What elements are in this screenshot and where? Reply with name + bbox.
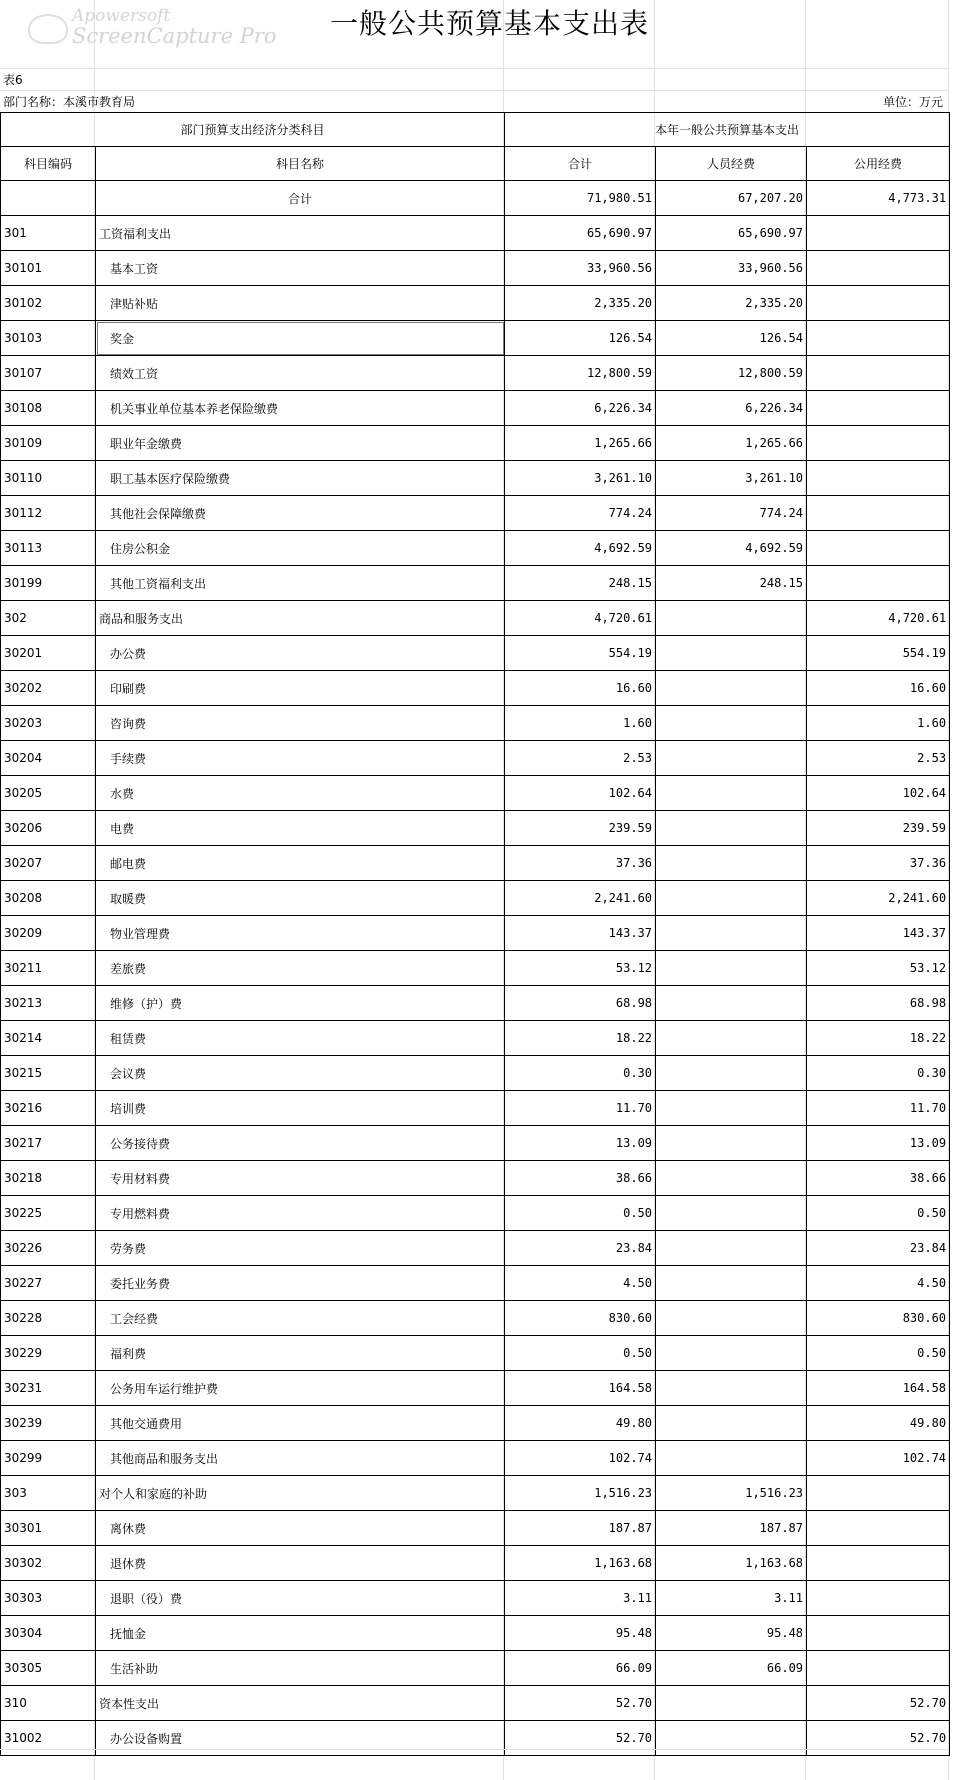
cell-total[interactable]: 3,261.10 (505, 461, 656, 496)
cell-code[interactable]: 30201 (1, 636, 96, 671)
cell-personnel[interactable] (656, 671, 807, 706)
cell-code[interactable]: 30102 (1, 286, 96, 321)
cell-total[interactable]: 33,960.56 (505, 251, 656, 286)
cell-code[interactable]: 30226 (1, 1231, 96, 1266)
cell-total[interactable]: 0.30 (505, 1056, 656, 1091)
cell-total[interactable]: 774.24 (505, 496, 656, 531)
cell-personnel[interactable] (656, 846, 807, 881)
cell-name[interactable]: 委托业务费 (96, 1266, 505, 1301)
cell-name[interactable]: 手续费 (96, 741, 505, 776)
cell-code[interactable]: 30213 (1, 986, 96, 1021)
column-header-name[interactable]: 科目名称 (96, 147, 505, 181)
cell-public[interactable]: 0.30 (807, 1056, 950, 1091)
table-row (1, 531, 950, 566)
cell-total[interactable]: 2,241.60 (505, 881, 656, 916)
table-row (1, 426, 950, 461)
cell-code[interactable]: 30203 (1, 706, 96, 741)
unit-label: 单位：万元 (882, 95, 943, 109)
cell-name[interactable]: 维修（护）费 (96, 986, 505, 1021)
cell-code[interactable]: 30229 (1, 1336, 96, 1371)
cell-code[interactable]: 30228 (1, 1301, 96, 1336)
cell-code[interactable]: 30113 (1, 531, 96, 566)
cell-public[interactable] (807, 1581, 950, 1616)
cell-total[interactable]: 248.15 (505, 566, 656, 601)
cell-personnel[interactable]: 6,226.34 (656, 391, 807, 426)
document-title: 一般公共预算基本支出表 (329, 7, 649, 40)
cell-name[interactable]: 住房公积金 (96, 531, 505, 566)
cell-personnel[interactable]: 33,960.56 (656, 251, 807, 286)
cell-total[interactable]: 0.50 (505, 1336, 656, 1371)
cell-code[interactable]: 30204 (1, 741, 96, 776)
cell-code[interactable]: 30301 (1, 1511, 96, 1546)
cell-total[interactable]: 52.70 (505, 1686, 656, 1721)
cell-code[interactable]: 30231 (1, 1371, 96, 1406)
cell-name[interactable]: 合计 (96, 181, 505, 216)
cell-code[interactable]: 30202 (1, 671, 96, 706)
department-name: 部门名称：本溪市教育局 (3, 95, 136, 109)
group-header-classification[interactable]: 部门预算支出经济分类科目 (1, 113, 505, 147)
cell-name[interactable]: 其他工资福利支出 (96, 566, 505, 601)
cell-public[interactable] (807, 1546, 950, 1581)
cell-personnel[interactable] (656, 1336, 807, 1371)
cell-code[interactable]: 30303 (1, 1581, 96, 1616)
cell-name[interactable]: 公务接待费 (96, 1126, 505, 1161)
cell-public[interactable] (807, 251, 950, 286)
table-row (1, 216, 950, 251)
cell-public[interactable] (807, 286, 950, 321)
table-row (1, 1126, 950, 1161)
cell-public[interactable]: 13.09 (807, 1126, 950, 1161)
cell-name[interactable]: 离休费 (96, 1511, 505, 1546)
cell-public[interactable]: 52.70 (807, 1686, 950, 1721)
table-row (1, 1406, 950, 1441)
cell-code[interactable]: 30109 (1, 426, 96, 461)
cell-name[interactable]: 福利费 (96, 1336, 505, 1371)
cell-total[interactable]: 0.50 (505, 1196, 656, 1231)
cell-code[interactable]: 30211 (1, 951, 96, 986)
watermark-line-2: ScreenCapture Pro (72, 24, 277, 48)
cell-total[interactable]: 18.22 (505, 1021, 656, 1056)
table-row (1, 1581, 950, 1616)
cell-name[interactable]: 专用燃料费 (96, 1196, 505, 1231)
cell-code[interactable]: 30299 (1, 1441, 96, 1476)
cell-total[interactable]: 16.60 (505, 671, 656, 706)
cell-code[interactable]: 30227 (1, 1266, 96, 1301)
cell-public[interactable] (807, 1511, 950, 1546)
cell-name[interactable]: 取暖费 (96, 881, 505, 916)
cell-personnel[interactable]: 4,692.59 (656, 531, 807, 566)
table-number-label: 表6 (3, 73, 23, 87)
cell-total[interactable]: 830.60 (505, 1301, 656, 1336)
table-row (1, 286, 950, 321)
watermark-line-1: Apowersoft (72, 6, 171, 26)
cell-public[interactable] (807, 356, 950, 391)
cell-public[interactable] (807, 391, 950, 426)
column-header-personnel[interactable]: 人员经费 (656, 147, 807, 181)
empty-grid-row (0, 1749, 949, 1772)
cell-public[interactable] (807, 461, 950, 496)
cell-public[interactable] (807, 1651, 950, 1686)
cell-personnel[interactable]: 774.24 (656, 496, 807, 531)
cell-total[interactable]: 38.66 (505, 1161, 656, 1196)
cell-personnel[interactable] (656, 811, 807, 846)
cell-public[interactable]: 53.12 (807, 951, 950, 986)
cell-personnel[interactable]: 65,690.97 (656, 216, 807, 251)
cell-public[interactable]: 554.19 (807, 636, 950, 671)
cell-name[interactable]: 生活补助 (96, 1651, 505, 1686)
cell-code[interactable]: 303 (1, 1476, 96, 1511)
cell-name[interactable]: 其他社会保障缴费 (96, 496, 505, 531)
cell-name[interactable]: 水费 (96, 776, 505, 811)
cell-total[interactable]: 102.64 (505, 776, 656, 811)
cell-personnel[interactable] (656, 951, 807, 986)
table-row (1, 181, 950, 216)
table-row (1, 1056, 950, 1091)
cell-total[interactable]: 53.12 (505, 951, 656, 986)
cell-public[interactable]: 2.53 (807, 741, 950, 776)
table-row (1, 1336, 950, 1371)
cell-code[interactable]: 30209 (1, 916, 96, 951)
cell-total[interactable]: 52.70 (505, 1721, 656, 1756)
cell-personnel[interactable]: 66.09 (656, 1651, 807, 1686)
table-row (1, 1546, 950, 1581)
cell-total[interactable]: 4,720.61 (505, 601, 656, 636)
cell-name[interactable]: 印刷费 (96, 671, 505, 706)
cell-public[interactable]: 0.50 (807, 1196, 950, 1231)
cell-personnel[interactable]: 248.15 (656, 566, 807, 601)
cell-name[interactable]: 其他商品和服务支出 (96, 1441, 505, 1476)
cell-total[interactable]: 164.58 (505, 1371, 656, 1406)
cell-public[interactable]: 143.37 (807, 916, 950, 951)
cell-total[interactable]: 65,690.97 (505, 216, 656, 251)
cell-name[interactable]: 工资福利支出 (96, 216, 505, 251)
cell-personnel[interactable] (656, 1126, 807, 1161)
cell-total[interactable]: 126.54 (505, 321, 656, 356)
table-row (1, 1091, 950, 1126)
table-row (1, 461, 950, 496)
table-row (1, 391, 950, 426)
cell-name[interactable]: 会议费 (96, 1056, 505, 1091)
table-row (1, 1616, 950, 1651)
cell-code[interactable]: 30217 (1, 1126, 96, 1161)
cell-name[interactable]: 抚恤金 (96, 1616, 505, 1651)
table-row (1, 916, 950, 951)
cell-name[interactable]: 职工基本医疗保险缴费 (96, 461, 505, 496)
cell-name[interactable]: 退休费 (96, 1546, 505, 1581)
cell-total[interactable]: 102.74 (505, 1441, 656, 1476)
table-row (1, 1231, 950, 1266)
cell-name[interactable]: 培训费 (96, 1091, 505, 1126)
cell-name[interactable]: 退职（役）费 (96, 1581, 505, 1616)
cell-personnel[interactable]: 3,261.10 (656, 461, 807, 496)
cell-name[interactable]: 商品和服务支出 (96, 601, 505, 636)
cell-code[interactable]: 30207 (1, 846, 96, 881)
department-row (0, 90, 949, 113)
cell-name[interactable]: 职业年金缴费 (96, 426, 505, 461)
cell-code[interactable]: 30103 (1, 321, 96, 356)
table-body (1, 113, 950, 1756)
cell-personnel[interactable] (656, 741, 807, 776)
cell-personnel[interactable]: 1,516.23 (656, 1476, 807, 1511)
cell-personnel[interactable] (656, 1091, 807, 1126)
column-header-code[interactable]: 科目编码 (1, 147, 96, 181)
cell-public[interactable]: 49.80 (807, 1406, 950, 1441)
cell-public[interactable] (807, 1616, 950, 1651)
cell-personnel[interactable] (656, 1161, 807, 1196)
cell-name[interactable]: 工会经费 (96, 1301, 505, 1336)
table-row (1, 1021, 950, 1056)
cell-total[interactable]: 4.50 (505, 1266, 656, 1301)
cell-total[interactable]: 66.09 (505, 1651, 656, 1686)
cell-code[interactable]: 30206 (1, 811, 96, 846)
cell-public[interactable]: 23.84 (807, 1231, 950, 1266)
cell-code[interactable]: 30208 (1, 881, 96, 916)
table-row (1, 566, 950, 601)
cell-public[interactable]: 11.70 (807, 1091, 950, 1126)
table-row (1, 1301, 950, 1336)
table-row (1, 1511, 950, 1546)
cell-code[interactable]: 30216 (1, 1091, 96, 1126)
table-row (1, 1196, 950, 1231)
cell-name[interactable]: 租赁费 (96, 1021, 505, 1056)
cell-public[interactable]: 2,241.60 (807, 881, 950, 916)
cell-name[interactable]: 对个人和家庭的补助 (96, 1476, 505, 1511)
cell-name[interactable]: 专用材料费 (96, 1161, 505, 1196)
cell-code[interactable]: 30205 (1, 776, 96, 811)
cell-total[interactable]: 2.53 (505, 741, 656, 776)
cell-personnel[interactable]: 1,163.68 (656, 1546, 807, 1581)
table-row (1, 1651, 950, 1686)
cell-total[interactable]: 49.80 (505, 1406, 656, 1441)
cell-personnel[interactable]: 126.54 (656, 321, 807, 356)
cell-total[interactable]: 1,265.66 (505, 426, 656, 461)
cell-code[interactable]: 30305 (1, 1651, 96, 1686)
table-row (1, 356, 950, 391)
cell-public[interactable] (807, 566, 950, 601)
cell-personnel[interactable] (656, 601, 807, 636)
cell-total[interactable]: 13.09 (505, 1126, 656, 1161)
table-label-row (0, 68, 949, 91)
cell-public[interactable]: 16.60 (807, 671, 950, 706)
cell-public[interactable]: 68.98 (807, 986, 950, 1021)
table-row (1, 1476, 950, 1511)
cell-public[interactable]: 52.70 (807, 1721, 950, 1756)
cell-code[interactable]: 30239 (1, 1406, 96, 1441)
cell-public[interactable]: 4,773.31 (807, 181, 950, 216)
cell-total[interactable]: 95.48 (505, 1616, 656, 1651)
cell-public[interactable]: 38.66 (807, 1161, 950, 1196)
cell-public[interactable]: 0.50 (807, 1336, 950, 1371)
cell-code[interactable]: 30218 (1, 1161, 96, 1196)
cell-public[interactable] (807, 531, 950, 566)
table-row (1, 671, 950, 706)
cell-code[interactable]: 30107 (1, 356, 96, 391)
cell-total[interactable]: 3.11 (505, 1581, 656, 1616)
cell-total[interactable]: 37.36 (505, 846, 656, 881)
cell-code[interactable] (1, 181, 96, 216)
table-row (1, 496, 950, 531)
table-row (1, 1266, 950, 1301)
cell-name[interactable]: 资本性支出 (96, 1686, 505, 1721)
cell-name[interactable]: 奖金 (96, 321, 505, 356)
cell-public[interactable] (807, 1476, 950, 1511)
table-row (1, 1686, 950, 1721)
cell-total[interactable]: 2,335.20 (505, 286, 656, 321)
cell-name[interactable]: 差旅费 (96, 951, 505, 986)
table-row (1, 1371, 950, 1406)
cell-personnel[interactable] (656, 1441, 807, 1476)
cell-public[interactable]: 102.74 (807, 1441, 950, 1476)
cell-code[interactable]: 30302 (1, 1546, 96, 1581)
table-row (1, 706, 950, 741)
cell-name[interactable]: 机关事业单位基本养老保险缴费 (96, 391, 505, 426)
column-header-total[interactable]: 合计 (505, 147, 656, 181)
cell-personnel[interactable]: 3.11 (656, 1581, 807, 1616)
cell-name[interactable]: 电费 (96, 811, 505, 846)
cell-public[interactable]: 1.60 (807, 706, 950, 741)
cell-personnel[interactable]: 1,265.66 (656, 426, 807, 461)
cell-personnel[interactable] (656, 1406, 807, 1441)
cell-public[interactable]: 102.64 (807, 776, 950, 811)
cell-personnel[interactable] (656, 1266, 807, 1301)
cell-code[interactable]: 30199 (1, 566, 96, 601)
cell-name[interactable]: 津贴补贴 (96, 286, 505, 321)
cell-personnel[interactable] (656, 1231, 807, 1266)
cell-personnel[interactable] (656, 1056, 807, 1091)
cell-code[interactable]: 30225 (1, 1196, 96, 1231)
cell-code[interactable]: 301 (1, 216, 96, 251)
cell-total[interactable]: 239.59 (505, 811, 656, 846)
table-row (1, 881, 950, 916)
cell-personnel[interactable]: 2,335.20 (656, 286, 807, 321)
cell-public[interactable]: 164.58 (807, 1371, 950, 1406)
table-row (1, 741, 950, 776)
cell-personnel[interactable] (656, 881, 807, 916)
cell-public[interactable] (807, 496, 950, 531)
table-row (1, 811, 950, 846)
cell-name[interactable]: 物业管理费 (96, 916, 505, 951)
table-column-header-row (1, 147, 950, 181)
cell-personnel[interactable]: 95.48 (656, 1616, 807, 1651)
cell-total[interactable]: 4,692.59 (505, 531, 656, 566)
cell-total[interactable]: 554.19 (505, 636, 656, 671)
cell-total[interactable]: 6,226.34 (505, 391, 656, 426)
cell-total[interactable]: 143.37 (505, 916, 656, 951)
cell-public[interactable] (807, 321, 950, 356)
cell-name[interactable]: 绩效工资 (96, 356, 505, 391)
table-row (1, 846, 950, 881)
cell-personnel[interactable] (656, 1686, 807, 1721)
cell-code[interactable]: 31002 (1, 1721, 96, 1756)
cell-personnel[interactable] (656, 1021, 807, 1056)
cell-total[interactable]: 71,980.51 (505, 181, 656, 216)
cell-name[interactable]: 咨询费 (96, 706, 505, 741)
cell-name[interactable]: 办公费 (96, 636, 505, 671)
table-row (1, 1441, 950, 1476)
cell-public[interactable] (807, 216, 950, 251)
cell-public[interactable]: 239.59 (807, 811, 950, 846)
cell-name[interactable]: 邮电费 (96, 846, 505, 881)
cell-total[interactable]: 12,800.59 (505, 356, 656, 391)
cell-code[interactable]: 30215 (1, 1056, 96, 1091)
cell-code[interactable]: 30101 (1, 251, 96, 286)
cell-code[interactable]: 302 (1, 601, 96, 636)
table-group-header-row (1, 113, 950, 147)
cell-total[interactable]: 23.84 (505, 1231, 656, 1266)
cell-personnel[interactable] (656, 986, 807, 1021)
table-row (1, 636, 950, 671)
table-row (1, 951, 950, 986)
table-row (1, 1161, 950, 1196)
cell-total[interactable]: 187.87 (505, 1511, 656, 1546)
cell-public[interactable]: 37.36 (807, 846, 950, 881)
table-row (1, 251, 950, 286)
cell-public[interactable]: 4,720.61 (807, 601, 950, 636)
cell-code[interactable]: 30304 (1, 1616, 96, 1651)
cell-personnel[interactable] (656, 706, 807, 741)
cell-personnel[interactable] (656, 916, 807, 951)
cell-name[interactable]: 其他交通费用 (96, 1406, 505, 1441)
budget-expenditure-table (0, 112, 950, 1756)
cell-total[interactable]: 1,516.23 (505, 1476, 656, 1511)
cell-total[interactable]: 68.98 (505, 986, 656, 1021)
cell-code[interactable]: 30112 (1, 496, 96, 531)
cell-name[interactable]: 基本工资 (96, 251, 505, 286)
cell-public[interactable]: 18.22 (807, 1021, 950, 1056)
cell-personnel[interactable] (656, 636, 807, 671)
table-row (1, 601, 950, 636)
column-header-public[interactable]: 公用经费 (807, 147, 950, 181)
cell-personnel[interactable]: 187.87 (656, 1511, 807, 1546)
cell-personnel[interactable] (656, 1196, 807, 1231)
cell-name[interactable]: 办公设备购置 (96, 1721, 505, 1756)
table-row (1, 776, 950, 811)
cell-code[interactable]: 30110 (1, 461, 96, 496)
cell-public[interactable]: 830.60 (807, 1301, 950, 1336)
cell-code[interactable]: 30108 (1, 391, 96, 426)
table-row (1, 321, 950, 356)
cell-personnel[interactable]: 12,800.59 (656, 356, 807, 391)
cell-code[interactable]: 310 (1, 1686, 96, 1721)
cell-code[interactable]: 30214 (1, 1021, 96, 1056)
cell-name[interactable]: 劳务费 (96, 1231, 505, 1266)
cell-personnel[interactable] (656, 1301, 807, 1336)
cell-public[interactable] (807, 426, 950, 461)
group-header-expenditure[interactable]: 本年一般公共预算基本支出 (505, 113, 950, 147)
cell-public[interactable]: 4.50 (807, 1266, 950, 1301)
cell-name[interactable]: 公务用车运行维护费 (96, 1371, 505, 1406)
cell-personnel[interactable] (656, 1371, 807, 1406)
cell-total[interactable]: 11.70 (505, 1091, 656, 1126)
cell-total[interactable]: 1.60 (505, 706, 656, 741)
cell-personnel[interactable] (656, 776, 807, 811)
cell-total[interactable]: 1,163.68 (505, 1546, 656, 1581)
cell-personnel[interactable]: 67,207.20 (656, 181, 807, 216)
table-row (1, 986, 950, 1021)
